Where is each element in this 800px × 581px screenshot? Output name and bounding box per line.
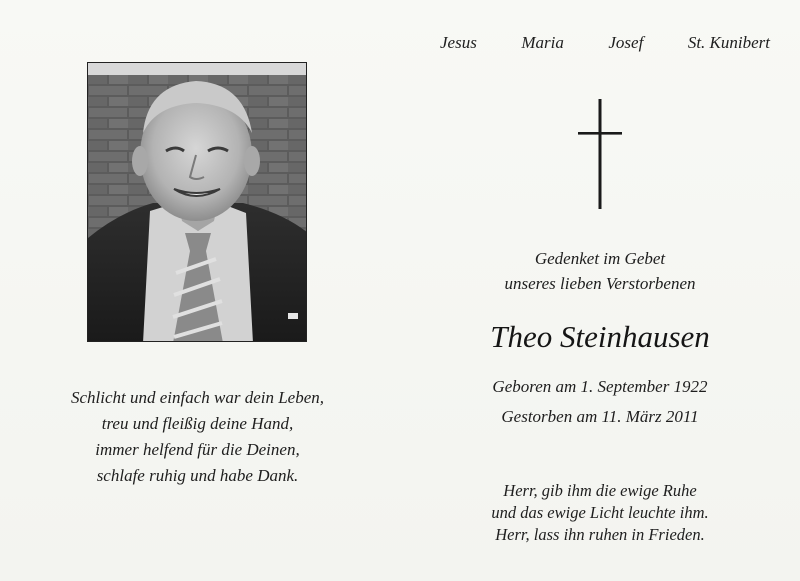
poem-line: treu und fleißig deine Hand,: [101, 414, 294, 433]
death-date: Gestorben am 11. März 2011: [501, 407, 699, 426]
prayer-call: [440, 246, 760, 296]
portrait-photo: [87, 62, 307, 342]
closing-prayer-line: und das ewige Licht leuchte ihm.: [491, 503, 709, 522]
closing-prayer-line: Herr, gib ihm die ewige Ruhe: [503, 481, 697, 500]
prayer-call-line: Gedenket im Gebet: [534, 249, 666, 268]
poem-line: Schlicht und einfach war dein Leben,: [70, 388, 325, 407]
saint-name: Jesus: [440, 33, 477, 52]
saints-line: [440, 33, 770, 53]
closing-prayer-line: Herr, lass ihn ruhen in Frieden.: [495, 525, 705, 544]
poem-line: immer helfend für die Deinen,: [95, 440, 300, 459]
closing-prayer: [440, 480, 760, 546]
deceased-name: Theo Steinhausen: [490, 319, 710, 354]
birth-date: Geboren am 1. September 1922: [492, 377, 708, 396]
prayer-call-line: unseres lieben Verstorbenen: [504, 274, 696, 293]
cross-icon: [578, 99, 622, 209]
poem-line: schlafe ruhig und habe Dank.: [96, 466, 299, 485]
life-dates: [440, 372, 760, 432]
saint-name: Josef: [608, 33, 644, 52]
saint-name: Maria: [521, 33, 564, 52]
saint-name: St. Kunibert: [687, 33, 770, 52]
memorial-poem: [20, 385, 375, 489]
